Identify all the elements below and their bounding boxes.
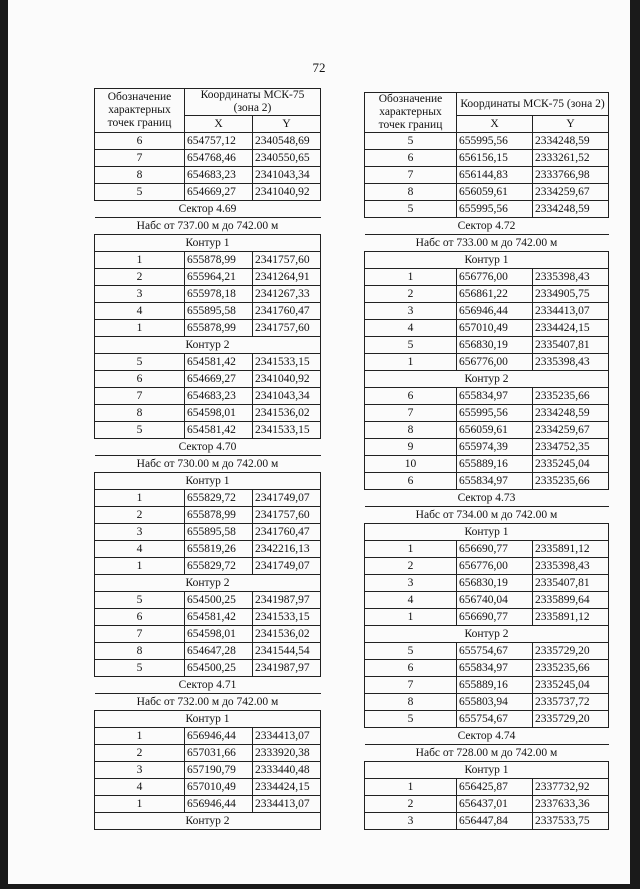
point-number: 8 (95, 405, 185, 422)
x-coordinate: 656437,01 (457, 796, 533, 813)
y-coordinate: 2341760,47 (253, 303, 321, 320)
y-coordinate: 2334413,07 (533, 303, 609, 320)
sector-title: Сектор 4.74 (365, 728, 609, 745)
sector-title: Набс от 732.00 м до 742.00 м (95, 694, 321, 711)
point-number: 4 (365, 320, 457, 337)
table-row (95, 762, 321, 779)
x-coordinate: 655819,26 (185, 541, 253, 558)
point-number: 8 (365, 422, 457, 439)
sector-title-row (95, 677, 321, 694)
sector-title: Набс от 734.00 м до 742.00 м (365, 507, 609, 524)
x-coordinate: 656776,00 (457, 269, 533, 286)
table-row (365, 422, 609, 439)
y-coordinate: 2333766,98 (533, 167, 609, 184)
contour-label: Контур 2 (95, 337, 321, 354)
y-coordinate: 2341043,34 (253, 167, 321, 184)
y-coordinate: 2335398,43 (533, 354, 609, 371)
sector-title: Набс от 733.00 м до 742.00 м (365, 235, 609, 252)
contour-row (365, 371, 609, 388)
y-coordinate: 2341533,15 (253, 422, 321, 439)
point-number: 5 (95, 422, 185, 439)
point-number: 1 (95, 796, 185, 813)
x-coordinate: 656447,84 (457, 813, 533, 830)
point-number: 2 (95, 507, 185, 524)
x-coordinate: 656861,22 (457, 286, 533, 303)
sector-title-row (95, 694, 321, 711)
table-row (95, 592, 321, 609)
point-number: 5 (95, 354, 185, 371)
table-row (95, 796, 321, 813)
x-coordinate: 655995,56 (457, 133, 533, 150)
x-coordinate: 656690,77 (457, 609, 533, 626)
y-coordinate: 2341264,91 (253, 269, 321, 286)
x-coordinate: 657190,79 (185, 762, 253, 779)
point-number: 1 (365, 541, 457, 558)
contour-label: Контур 1 (365, 524, 609, 541)
x-coordinate: 656830,19 (457, 337, 533, 354)
point-number: 2 (365, 558, 457, 575)
y-coordinate: 2334259,67 (533, 184, 609, 201)
table-row (365, 592, 609, 609)
y-coordinate: 2341267,33 (253, 286, 321, 303)
contour-row (365, 762, 609, 779)
point-number: 1 (95, 490, 185, 507)
y-coordinate: 2341536,02 (253, 626, 321, 643)
table-row (365, 643, 609, 660)
sector-title: Сектор 4.73 (365, 490, 609, 507)
table-row (95, 167, 321, 184)
x-coordinate: 656776,00 (457, 558, 533, 575)
x-coordinate: 655978,18 (185, 286, 253, 303)
point-number: 4 (95, 541, 185, 558)
table-row (95, 371, 321, 388)
y-coordinate: 2341533,15 (253, 354, 321, 371)
point-number: 5 (365, 201, 457, 218)
y-coordinate: 2335235,66 (533, 388, 609, 405)
point-number: 7 (365, 167, 457, 184)
x-coordinate: 655895,58 (185, 524, 253, 541)
y-coordinate: 2335891,12 (533, 609, 609, 626)
x-coordinate: 656144,83 (457, 167, 533, 184)
y-coordinate: 2334413,07 (253, 796, 321, 813)
y-coordinate: 2335235,66 (533, 660, 609, 677)
y-coordinate: 2334424,15 (533, 320, 609, 337)
y-coordinate: 2341757,60 (253, 320, 321, 337)
x-coordinate: 654768,46 (185, 150, 253, 167)
x-header: X (457, 116, 533, 133)
table-row (365, 609, 609, 626)
table-row (95, 150, 321, 167)
y-coordinate: 2334248,59 (533, 201, 609, 218)
point-number: 3 (365, 575, 457, 592)
point-number: 10 (365, 456, 457, 473)
x-coordinate: 655895,58 (185, 303, 253, 320)
table-row (365, 286, 609, 303)
y-coordinate: 2337533,75 (533, 813, 609, 830)
sector-title: Набс от 728.00 м до 742.00 м (365, 745, 609, 762)
y-coordinate: 2340548,69 (253, 133, 321, 150)
y-coordinate: 2334259,67 (533, 422, 609, 439)
sector-title: Сектор 4.69 (95, 201, 321, 218)
table-row (95, 252, 321, 269)
sector-title-row (365, 235, 609, 252)
x-coordinate: 655889,16 (457, 677, 533, 694)
table-row (365, 133, 609, 150)
table-row (95, 779, 321, 796)
y-coordinate: 2334752,35 (533, 439, 609, 456)
sector-title-row (365, 218, 609, 235)
point-number: 6 (95, 133, 185, 150)
x-coordinate: 656946,44 (457, 303, 533, 320)
x-coordinate: 655834,97 (457, 473, 533, 490)
table-row (95, 320, 321, 337)
y-coordinate: 2337633,36 (533, 796, 609, 813)
sector-title-row (365, 507, 609, 524)
point-number: 6 (365, 388, 457, 405)
y-coordinate: 2341749,07 (253, 490, 321, 507)
sector-title: Набс от 730.00 м до 742.00 м (95, 456, 321, 473)
left-coordinates-table (94, 88, 321, 830)
table-row (365, 320, 609, 337)
y-coordinate: 2334413,07 (253, 728, 321, 745)
table-row (365, 677, 609, 694)
contour-row (95, 711, 321, 728)
contour-label: Контур 2 (95, 575, 321, 592)
sector-title: Набс от 737.00 м до 742.00 м (95, 218, 321, 235)
contour-row (95, 813, 321, 830)
x-coordinate: 654581,42 (185, 609, 253, 626)
y-coordinate: 2337732,92 (533, 779, 609, 796)
document-page (8, 0, 630, 884)
point-number: 6 (365, 150, 457, 167)
contour-label: Контур 2 (365, 626, 609, 643)
sector-title: Сектор 4.71 (95, 677, 321, 694)
table-row (365, 388, 609, 405)
y-coordinate: 2335737,72 (533, 694, 609, 711)
x-coordinate: 657010,49 (185, 779, 253, 796)
contour-label: Контур 1 (95, 711, 321, 728)
point-number: 2 (95, 269, 185, 286)
table-row (365, 541, 609, 558)
table-row (95, 388, 321, 405)
table-row (95, 626, 321, 643)
point-number: 5 (95, 184, 185, 201)
table-row (95, 303, 321, 320)
table-row (95, 660, 321, 677)
point-number: 1 (365, 779, 457, 796)
point-label-header: Обозначение характерных точек границ (95, 89, 185, 133)
x-coordinate: 655834,97 (457, 660, 533, 677)
table-row (95, 490, 321, 507)
table-row (95, 745, 321, 762)
point-number: 7 (365, 405, 457, 422)
table-row (365, 456, 609, 473)
table-row (365, 575, 609, 592)
x-coordinate: 656425,87 (457, 779, 533, 796)
x-coordinate: 654669,27 (185, 371, 253, 388)
x-header: X (185, 116, 253, 133)
table-row (95, 524, 321, 541)
table-row (365, 694, 609, 711)
y-coordinate: 2341749,07 (253, 558, 321, 575)
x-coordinate: 657031,66 (185, 745, 253, 762)
point-label-header: Обозначение характерных точек границ (365, 93, 457, 133)
y-coordinate: 2335245,04 (533, 456, 609, 473)
x-coordinate: 654598,01 (185, 405, 253, 422)
x-coordinate: 654500,25 (185, 592, 253, 609)
point-number: 6 (95, 371, 185, 388)
y-coordinate: 2333920,38 (253, 745, 321, 762)
point-number: 2 (95, 745, 185, 762)
x-coordinate: 656740,04 (457, 592, 533, 609)
contour-row (365, 524, 609, 541)
table-row (95, 133, 321, 150)
y-coordinate: 2341536,02 (253, 405, 321, 422)
table-row (365, 558, 609, 575)
x-coordinate: 656156,15 (457, 150, 533, 167)
point-number: 4 (95, 779, 185, 796)
y-coordinate: 2342216,13 (253, 541, 321, 558)
x-coordinate: 655803,94 (457, 694, 533, 711)
sector-title-row (95, 456, 321, 473)
x-coordinate: 656830,19 (457, 575, 533, 592)
table-row (365, 473, 609, 490)
point-number: 2 (365, 286, 457, 303)
x-coordinate: 656776,00 (457, 354, 533, 371)
point-number: 1 (365, 609, 457, 626)
point-number: 9 (365, 439, 457, 456)
table-row (95, 269, 321, 286)
y-coordinate: 2341987,97 (253, 660, 321, 677)
table-row (365, 405, 609, 422)
point-number: 4 (95, 303, 185, 320)
y-coordinate: 2341533,15 (253, 609, 321, 626)
contour-label: Контур 1 (95, 235, 321, 252)
contour-row (365, 252, 609, 269)
contour-label: Контур 2 (95, 813, 321, 830)
contour-row (95, 235, 321, 252)
x-coordinate: 655889,16 (457, 456, 533, 473)
y-coordinate: 2335245,04 (533, 677, 609, 694)
x-coordinate: 654581,42 (185, 354, 253, 371)
table-row (365, 354, 609, 371)
contour-label: Контур 1 (365, 762, 609, 779)
contour-row (95, 473, 321, 490)
x-coordinate: 654598,01 (185, 626, 253, 643)
point-number: 7 (95, 150, 185, 167)
contour-row (95, 337, 321, 354)
point-number: 3 (95, 286, 185, 303)
point-number: 8 (95, 643, 185, 660)
table-row (95, 609, 321, 626)
x-coordinate: 655754,67 (457, 711, 533, 728)
x-coordinate: 656690,77 (457, 541, 533, 558)
x-coordinate: 655995,56 (457, 405, 533, 422)
point-number: 7 (95, 626, 185, 643)
table-row (365, 269, 609, 286)
point-number: 5 (365, 337, 457, 354)
point-number: 1 (95, 728, 185, 745)
table-row (95, 507, 321, 524)
point-number: 6 (365, 473, 457, 490)
table-row (365, 779, 609, 796)
x-coordinate: 655754,67 (457, 643, 533, 660)
point-number: 1 (365, 269, 457, 286)
point-number: 1 (365, 354, 457, 371)
coords-header: Координаты МСК-75 (зона 2) (185, 89, 321, 116)
contour-label: Контур 2 (365, 371, 609, 388)
x-coordinate: 656059,61 (457, 184, 533, 201)
sector-title-row (95, 218, 321, 235)
sector-title: Сектор 4.70 (95, 439, 321, 456)
y-coordinate: 2335407,81 (533, 337, 609, 354)
table-row (365, 796, 609, 813)
point-number: 6 (365, 660, 457, 677)
y-coordinate: 2335729,20 (533, 711, 609, 728)
point-number: 6 (95, 609, 185, 626)
y-coordinate: 2333261,52 (533, 150, 609, 167)
table-row (365, 150, 609, 167)
x-coordinate: 655878,99 (185, 252, 253, 269)
x-coordinate: 655829,72 (185, 490, 253, 507)
table-row (95, 405, 321, 422)
y-coordinate: 2340550,65 (253, 150, 321, 167)
point-number: 8 (365, 184, 457, 201)
y-coordinate: 2335891,12 (533, 541, 609, 558)
y-header: Y (253, 116, 321, 133)
x-coordinate: 655829,72 (185, 558, 253, 575)
coords-header: Координаты МСК-75 (зона 2) (457, 93, 609, 116)
y-coordinate: 2335899,64 (533, 592, 609, 609)
sector-title-row (365, 745, 609, 762)
x-coordinate: 656946,44 (185, 728, 253, 745)
contour-row (365, 626, 609, 643)
y-coordinate: 2335398,43 (533, 558, 609, 575)
right-table-body (365, 133, 609, 830)
point-number: 3 (95, 762, 185, 779)
x-coordinate: 655878,99 (185, 320, 253, 337)
x-coordinate: 656059,61 (457, 422, 533, 439)
contour-label: Контур 1 (95, 473, 321, 490)
x-coordinate: 656946,44 (185, 796, 253, 813)
point-number: 7 (95, 388, 185, 405)
x-coordinate: 654669,27 (185, 184, 253, 201)
x-coordinate: 654757,12 (185, 133, 253, 150)
y-coordinate: 2334248,59 (533, 405, 609, 422)
y-coordinate: 2334248,59 (533, 133, 609, 150)
x-coordinate: 654647,28 (185, 643, 253, 660)
y-coordinate: 2341043,34 (253, 388, 321, 405)
table-row (95, 558, 321, 575)
table-row (365, 660, 609, 677)
left-table-body (95, 133, 321, 830)
table-row (95, 728, 321, 745)
y-coordinate: 2341040,92 (253, 184, 321, 201)
point-number: 1 (95, 558, 185, 575)
sector-title-row (365, 728, 609, 745)
sector-title: Сектор 4.72 (365, 218, 609, 235)
point-number: 5 (95, 592, 185, 609)
point-number: 8 (95, 167, 185, 184)
y-coordinate: 2335398,43 (533, 269, 609, 286)
x-coordinate: 655974,39 (457, 439, 533, 456)
sector-title-row (95, 201, 321, 218)
table-row (95, 354, 321, 371)
x-coordinate: 654683,23 (185, 388, 253, 405)
y-header: Y (533, 116, 609, 133)
table-row (95, 541, 321, 558)
point-number: 5 (95, 660, 185, 677)
x-coordinate: 654683,23 (185, 167, 253, 184)
point-number: 5 (365, 133, 457, 150)
point-number: 1 (95, 252, 185, 269)
table-row (365, 167, 609, 184)
y-coordinate: 2333440,48 (253, 762, 321, 779)
right-coordinates-table (364, 92, 609, 830)
table-row (365, 337, 609, 354)
y-coordinate: 2341544,54 (253, 643, 321, 660)
contour-label: Контур 1 (365, 252, 609, 269)
y-coordinate: 2334905,75 (533, 286, 609, 303)
point-number: 3 (365, 813, 457, 830)
table-row (365, 813, 609, 830)
y-coordinate: 2334424,15 (253, 779, 321, 796)
point-number: 3 (95, 524, 185, 541)
point-number: 2 (365, 796, 457, 813)
point-number: 7 (365, 677, 457, 694)
contour-row (95, 575, 321, 592)
x-coordinate: 655964,21 (185, 269, 253, 286)
table-row (95, 286, 321, 303)
y-coordinate: 2341760,47 (253, 524, 321, 541)
table-row (95, 184, 321, 201)
point-number: 8 (365, 694, 457, 711)
y-coordinate: 2341757,60 (253, 252, 321, 269)
point-number: 5 (365, 643, 457, 660)
point-number: 4 (365, 592, 457, 609)
sector-title-row (95, 439, 321, 456)
table-row (365, 201, 609, 218)
y-coordinate: 2341040,92 (253, 371, 321, 388)
table-row (365, 711, 609, 728)
page-number: 72 (312, 60, 326, 75)
table-row (365, 439, 609, 456)
table-row (95, 643, 321, 660)
x-coordinate: 654581,42 (185, 422, 253, 439)
y-coordinate: 2335235,66 (533, 473, 609, 490)
x-coordinate: 655995,56 (457, 201, 533, 218)
x-coordinate: 657010,49 (457, 320, 533, 337)
point-number: 5 (365, 711, 457, 728)
sector-title-row (365, 490, 609, 507)
table-row (365, 303, 609, 320)
table-row (95, 422, 321, 439)
x-coordinate: 655878,99 (185, 507, 253, 524)
y-coordinate: 2335729,20 (533, 643, 609, 660)
point-number: 3 (365, 303, 457, 320)
y-coordinate: 2335407,81 (533, 575, 609, 592)
x-coordinate: 654500,25 (185, 660, 253, 677)
x-coordinate: 655834,97 (457, 388, 533, 405)
table-row (365, 184, 609, 201)
point-number: 1 (95, 320, 185, 337)
y-coordinate: 2341987,97 (253, 592, 321, 609)
y-coordinate: 2341757,60 (253, 507, 321, 524)
